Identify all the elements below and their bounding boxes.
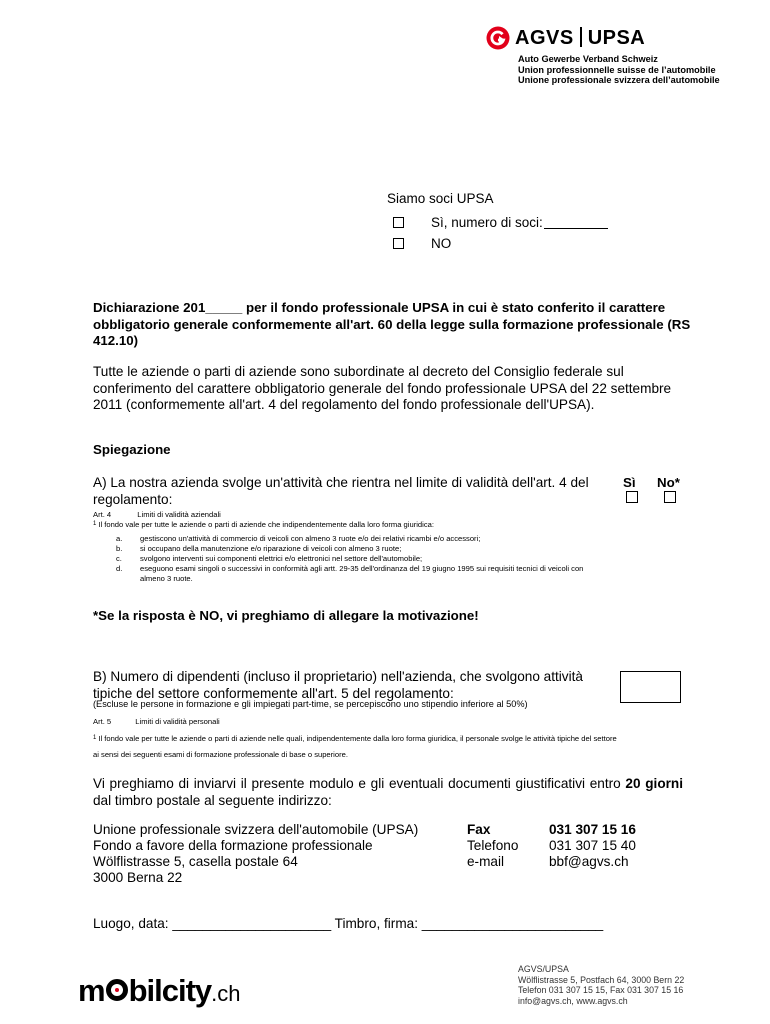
address-line: Unione professionale svizzera dell'automobile (UPSA) <box>93 822 419 837</box>
address-line: Wölflistrasse 5, casella postale 64 <box>93 854 298 869</box>
explanation-heading: Spiegazione <box>93 442 171 457</box>
mobilcity-o-icon <box>106 979 128 1001</box>
section-a-yes-checkbox[interactable] <box>626 491 638 503</box>
postal-address <box>93 822 418 886</box>
phone-number: 031 307 15 40 <box>549 838 636 853</box>
footnote-text: Il fondo vale per tutte le aziende o parti di aziende che indipendentemente dalla loro forma giuridica: <box>98 520 434 529</box>
intro-paragraph: Tutte le aziende o parti di aziende sono subordinate al decreto del Consiglio federale sul conferimento del carattere obbligatorio generale del fondo professionale UPSA del 22 settembre 2011 (conformemente all'art. 4 del regolamento del fondo professionale dell'UPSA). <box>93 364 672 412</box>
footer-line: info@agvs.ch, www.agvs.ch <box>518 995 628 1006</box>
subtitle-line: Unione professionale svizzera dell’automobile <box>518 75 720 85</box>
section-b-question: B) Numero di dipendenti (incluso il proprietario) nell'azienda, che svolgono attività tipiche del settore conformemente all'art. 5 del regolamento: <box>93 669 583 701</box>
article-title: Limiti di validità personali <box>135 717 220 726</box>
header-logo <box>486 26 645 50</box>
membership-yes-checkbox[interactable] <box>393 217 404 228</box>
article-5-footnote <box>93 731 623 763</box>
list-item: d. eseguono esami singoli o successivi in conformità agli artt. 29-35 dell'ordinanza del 19 giugno 1995 sui requisiti tecnici di veicoli con almeno 3 ruote. <box>116 564 584 583</box>
article-title: Limiti di validità aziendali <box>137 510 221 519</box>
section-a-question: A) La nostra azienda svolge un'attività che rientra nel limite di validità dell'art. 4 del regolamento: <box>93 475 589 507</box>
logo-text: AGVS UPSA <box>515 26 646 49</box>
section-a-yes-label: Sì <box>623 475 636 490</box>
article-4-heading <box>93 510 221 520</box>
footer-line: Telefon 031 307 15 15, Fax 031 307 15 16 <box>518 985 684 995</box>
list-item: a. gestiscono un'attività di commercio di veicoli con almeno 3 ruote e/o dei relativi ricambi e/o accessori; <box>116 534 481 543</box>
footnote-mark: 1 <box>93 735 97 741</box>
footnote-text: Il fondo vale per tutte le aziende o parti di aziende nelle quali, indipendentemente dalla loro forma giuridica, il personale svolge le attività tipiche del settore ai sensi dei seguenti esami di formazione professionale di base o superiore. <box>93 734 617 759</box>
article-number: Art. 5 <box>93 717 112 726</box>
membership-yes-label: Sì, numero di soci: <box>431 215 543 230</box>
logo-subtitle <box>518 54 720 86</box>
document-title: Dichiarazione 201_____ per il fondo professionale UPSA in cui è stato conferito il carattere obbligatorio generale conformemente all'art. 60 della legge sulla formazione professionale (RS 412.10) <box>93 300 691 348</box>
footer-line: Wölflistrasse 5, Postfach 64, 3000 Bern 22 <box>518 974 685 985</box>
footer-address <box>518 964 684 1006</box>
fax-label: Fax <box>467 822 491 837</box>
article-4-footnote <box>93 520 434 530</box>
phone-label: Telefono <box>467 838 519 853</box>
fax-number: 031 307 15 16 <box>549 822 636 837</box>
section-a-no-checkbox[interactable] <box>664 491 676 503</box>
contact-labels <box>467 822 518 870</box>
contact-values <box>549 822 636 870</box>
section-b-note: (Escluse le persone in formazione e gli impiegati part-time, se percepiscono uno stipendio inferiore al 50%) <box>93 699 528 709</box>
signature-line[interactable]: Luogo, data: _____________________ Timbro, firma: ________________________ <box>93 916 604 931</box>
article-number: Art. 4 <box>93 510 112 519</box>
address-line: Fondo a favore della formazione professionale <box>93 838 373 853</box>
footer-line: AGVS/UPSA <box>518 964 569 974</box>
email-label: e-mail <box>467 854 505 869</box>
warning-text: *Se la risposta è NO, vi preghiamo di allegare la motivazione! <box>93 608 479 623</box>
send-instructions: Vi preghiamo di inviarvi il presente modulo e gli eventuali documenti giustificativi entro 20 giorni dal timbro postale al seguente indirizzo: <box>93 776 684 808</box>
section-a-no-label: No* <box>657 475 680 490</box>
membership-yes-row <box>393 215 608 230</box>
member-number-field[interactable] <box>544 216 608 229</box>
email-link[interactable]: bbf@agvs.ch <box>549 854 629 869</box>
list-item: c. svolgono interventi sui componenti elettrici e/o elettronici nel settore dell'automobile; <box>116 554 423 563</box>
membership-no-label: NO <box>431 236 452 251</box>
footnote-mark: 1 <box>93 521 97 527</box>
mobilcity-logo: m bilcity .ch <box>78 973 241 1008</box>
address-line: 3000 Berna 22 <box>93 870 183 885</box>
membership-label: Siamo soci UPSA <box>387 191 494 206</box>
subtitle-line: Auto Gewerbe Verband Schweiz <box>518 54 658 64</box>
article-5-heading <box>93 717 220 727</box>
membership-no-row <box>393 236 451 251</box>
deadline: 20 giorni <box>625 776 684 791</box>
employee-count-field[interactable] <box>620 671 681 703</box>
list-item: b. si occupano della manutenzione e/o riparazione di veicoli con almeno 3 ruote; <box>116 544 402 553</box>
subtitle-line: Union professionnelle suisse de l’automobile <box>518 64 716 75</box>
membership-no-checkbox[interactable] <box>393 238 404 249</box>
article-4-list <box>116 534 616 584</box>
agvs-logo-icon <box>486 26 510 50</box>
